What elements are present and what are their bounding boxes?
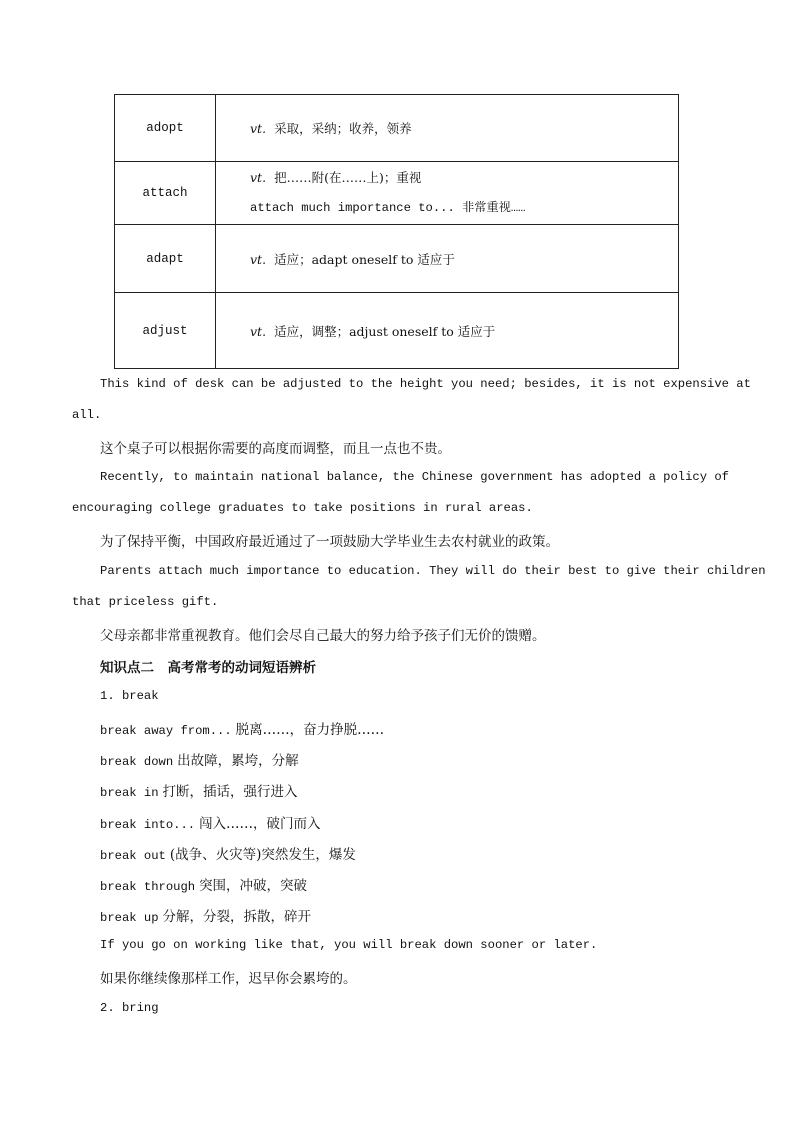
part-of-speech: vt. [250, 121, 267, 136]
table-definition-cell [216, 162, 679, 225]
part-of-speech: vt. [250, 323, 267, 339]
phrase-item [100, 874, 307, 894]
table-word-cell: attach [115, 162, 216, 225]
table-row [115, 95, 679, 162]
phrase-zh: 分解，分裂，拆散，碎开 [162, 909, 311, 925]
definition-phrase: attach much importance to... 非常重视…… [250, 201, 526, 215]
table-definition-cell [216, 95, 679, 162]
table-definition-cell [216, 225, 679, 293]
phrase-en: break out [100, 849, 166, 863]
table-row [115, 293, 679, 369]
phrase-item [100, 812, 321, 832]
table-row [115, 162, 679, 225]
phrase-zh: 突围，冲破，突破 [199, 878, 308, 894]
phrase-en: break in [100, 786, 159, 800]
example-translation-zh: 如果你继续像那样工作，迟早你会累垮的。 [100, 971, 357, 987]
table-word-cell: adopt [115, 95, 216, 162]
phrase-item [100, 718, 384, 738]
part-of-speech: vt. [250, 170, 267, 185]
phrase-group-title: 1. break [100, 689, 159, 703]
phrase-en: break through [100, 880, 196, 894]
phrase-item [100, 780, 298, 800]
example-translation-zh: 为了保持平衡，中国政府最近通过了一项鼓励大学毕业生去农村就业的政策。 [100, 534, 559, 550]
phrase-en: break into... [100, 818, 196, 832]
table-definition-cell [216, 293, 679, 369]
phrase-zh: (战争、火灾等)突然发生，爆发 [169, 847, 356, 863]
table-word-cell: adapt [115, 225, 216, 293]
phrase-en: break up [100, 911, 159, 925]
phrase-zh: 打断，插话，强行进入 [162, 784, 298, 800]
table-word-cell: adjust [115, 293, 216, 369]
example-sentence-en-cont: that priceless gift. [72, 595, 219, 609]
example-translation-zh: 这个桌子可以根据你需要的高度而调整，而且一点也不贵。 [100, 441, 451, 457]
vocab-table [114, 94, 679, 369]
example-sentence-en: This kind of desk can be adjusted to the height you need; besides, it is not expensive at [100, 377, 751, 391]
section-heading: 知识点二 高考常考的动词短语辨析 [100, 660, 316, 676]
example-sentence-en-cont: all. [72, 408, 102, 422]
table-row [115, 225, 679, 293]
definition-text: 采取，采纳；收养，领养 [274, 121, 412, 136]
example-sentence-en: Recently, to maintain national balance, the Chinese government has adopted a policy of [100, 470, 729, 484]
phrase-en: break down [100, 755, 174, 769]
phrase-group-title: 2. bring [100, 1001, 159, 1015]
example-sentence-en: If you go on working like that, you will break down sooner or later. [100, 938, 598, 952]
phrase-item [100, 843, 356, 863]
part-of-speech: vt. [250, 251, 267, 267]
phrase-item [100, 905, 311, 925]
definition-text: 适应，调整；adjust oneself to 适应于 [274, 323, 496, 339]
definition-text: 适应；adapt oneself to 适应于 [274, 251, 455, 267]
phrase-item [100, 749, 299, 769]
example-sentence-en: Parents attach much importance to education. They will do their best to give their children [100, 564, 766, 578]
example-sentence-en-cont: encouraging college graduates to take positions in rural areas. [72, 501, 533, 515]
definition-text: 把……附(在……上)；重视 [274, 170, 422, 185]
phrase-en: break away from... [100, 724, 232, 738]
phrase-zh: 闯入……，破门而入 [199, 816, 321, 832]
phrase-zh: 出故障，累垮，分解 [177, 753, 299, 769]
phrase-zh: 脱离……，奋力挣脱…… [235, 722, 385, 738]
example-translation-zh: 父母亲都非常重视教育。他们会尽自己最大的努力给予孩子们无价的馈赠。 [100, 628, 546, 644]
